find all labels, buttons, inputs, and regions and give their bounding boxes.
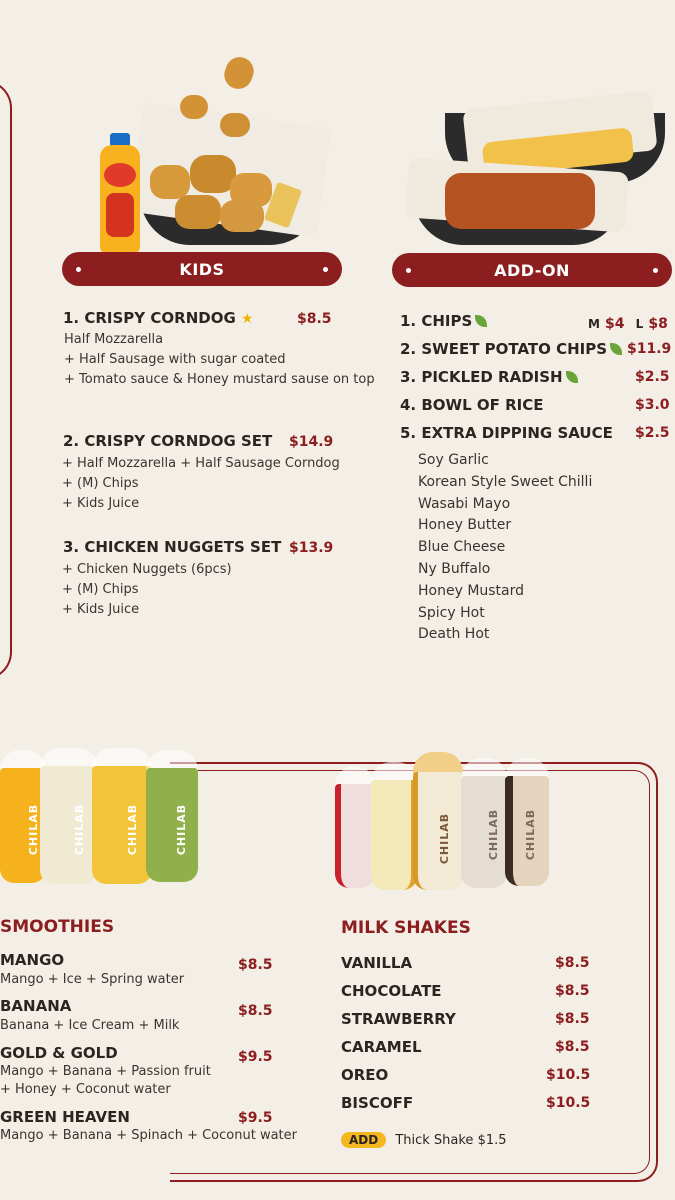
kids-item-desc: + (M) Chips xyxy=(62,476,139,491)
smoothie-price: $8.5 xyxy=(238,1003,273,1019)
milkshakes-title: MILK SHAKES xyxy=(341,918,471,938)
flying-nugget xyxy=(220,113,250,137)
leaf-icon xyxy=(610,343,622,355)
addon-banner-label: ADD-ON xyxy=(494,260,570,280)
size-m-label: M xyxy=(588,317,600,331)
sauce-list xyxy=(418,450,592,646)
cup-brand-label: CHILAB xyxy=(73,803,87,856)
milkshake-price: $8.5 xyxy=(555,1011,590,1027)
kids-food-photo xyxy=(80,55,340,255)
smoothie-name: GOLD & GOLD xyxy=(0,1044,118,1062)
cup-brand-label: CHILAB xyxy=(175,803,189,856)
cup-brand-label: CHILAB xyxy=(524,808,538,861)
milkshake-name: BISCOFF xyxy=(341,1094,414,1112)
sauce-item: Soy Garlic xyxy=(418,452,489,468)
sauce-item: Honey Mustard xyxy=(418,582,525,599)
addon-food-photo xyxy=(405,95,675,255)
kids-item-title: 3. CHICKEN NUGGETS SET xyxy=(63,538,282,556)
smoothie-price: $9.5 xyxy=(238,1049,273,1065)
kids-banner-label: KIDS xyxy=(179,259,225,279)
milkshake-price: $8.5 xyxy=(555,983,590,999)
sauce-item: Wasabi Mayo xyxy=(418,495,511,512)
kids-juice-bottle xyxy=(98,133,142,253)
addon-item-title: 4. BOWL OF RICE xyxy=(400,396,544,414)
addon-chips-prices xyxy=(588,313,668,332)
smoothie-desc: Mango + Ice + Spring water xyxy=(0,972,185,987)
addon-item-price: $11.9 xyxy=(627,341,672,357)
smoothie-price: $9.5 xyxy=(238,1110,273,1126)
kids-item-desc: + Half Mozzarella + Half Sausage Corndog xyxy=(62,456,340,471)
cup-brand-label: CHILAB xyxy=(487,808,501,861)
milkshake-name: CARAMEL xyxy=(341,1038,422,1056)
smoothie-name: BANANA xyxy=(0,997,72,1015)
addon-item-title: 1. CHIPS xyxy=(400,312,487,330)
sauce-item: Ny Buffalo xyxy=(418,560,491,577)
size-l-label: L xyxy=(635,317,644,331)
addon-item-title: 3. PICKLED RADISH xyxy=(400,368,578,386)
kids-banner xyxy=(62,252,342,286)
addon-item-title: 2. SWEET POTATO CHIPS xyxy=(400,340,622,358)
smoothie-desc: Mango + Banana + Passion fruit xyxy=(0,1064,211,1079)
sweet-potato-chips xyxy=(445,173,595,229)
kids-item-price: $14.9 xyxy=(289,434,334,450)
smoothie-price: $8.5 xyxy=(238,957,273,973)
kids-item-price: $13.9 xyxy=(289,540,334,556)
addon-item-price-m: $4 xyxy=(605,316,625,332)
kids-item-desc: + Tomato sauce & Honey mustard sause on top xyxy=(64,372,375,387)
milkshake-name: OREO xyxy=(341,1066,389,1084)
smoothie-desc: Banana + Ice Cream + Milk xyxy=(0,1018,180,1033)
milkshake-name: STRAWBERRY xyxy=(341,1010,456,1028)
decorative-frame-left xyxy=(0,80,12,680)
flying-nugget xyxy=(220,53,257,93)
milkshake-name: CHOCOLATE xyxy=(341,982,442,1000)
kids-item-desc: + Kids Juice xyxy=(62,496,140,511)
smoothies-photo xyxy=(0,748,200,888)
leaf-icon xyxy=(475,315,487,327)
addon-item-price-l: $8 xyxy=(648,316,668,332)
milkshake-name: VANILLA xyxy=(341,954,413,972)
kids-item-desc: + Kids Juice xyxy=(62,602,140,617)
addon-item-price: $3.0 xyxy=(635,397,670,413)
kids-item-price: $8.5 xyxy=(297,311,332,327)
cup-brand-label: CHILAB xyxy=(438,812,452,865)
smoothie-desc: Mango + Banana + Spinach + Coconut water xyxy=(0,1128,297,1143)
cup-brand-label: CHILAB xyxy=(27,803,41,856)
kids-item-title: 1. CRISPY CORNDOG xyxy=(63,309,236,327)
milkshake-price: $10.5 xyxy=(546,1095,591,1111)
addon-item-price: $2.5 xyxy=(635,425,670,441)
milkshake-price: $8.5 xyxy=(555,1039,590,1055)
smoothie-desc: + Honey + Coconut water xyxy=(0,1082,171,1097)
thick-shake-text: Thick Shake $1.5 xyxy=(395,1133,507,1148)
sauce-item: Blue Cheese xyxy=(418,539,506,556)
sauce-item: Korean Style Sweet Chilli xyxy=(418,473,593,490)
thick-shake-addon xyxy=(341,1129,507,1148)
star-icon: ★ xyxy=(241,311,254,327)
sauce-item: Death Hot xyxy=(418,626,490,643)
sauce-item: Spicy Hot xyxy=(418,604,485,621)
add-badge: ADD xyxy=(341,1132,386,1148)
kids-item-title: 2. CRISPY CORNDOG SET xyxy=(63,432,273,450)
smoothies-title: SMOOTHIES xyxy=(0,917,115,937)
milkshake-price: $8.5 xyxy=(555,955,590,971)
kids-item-desc: + (M) Chips xyxy=(62,582,139,597)
addon-item-price: $2.5 xyxy=(635,369,670,385)
smoothie-name: GREEN HEAVEN xyxy=(0,1108,130,1126)
kids-item-desc: + Half Sausage with sugar coated xyxy=(64,352,286,367)
milkshakes-photo xyxy=(333,742,553,892)
kids-item-desc: Half Mozzarella xyxy=(64,332,164,347)
sauce-item: Honey Butter xyxy=(418,517,512,534)
kids-item-desc: + Chicken Nuggets (6pcs) xyxy=(62,562,232,577)
milkshake-price: $10.5 xyxy=(546,1067,591,1083)
flying-nugget xyxy=(180,95,208,119)
addon-banner xyxy=(392,253,672,287)
cup-brand-label: CHILAB xyxy=(126,803,140,856)
smoothie-name: MANGO xyxy=(0,951,65,969)
leaf-icon xyxy=(566,371,578,383)
addon-item-title: 5. EXTRA DIPPING SAUCE xyxy=(400,424,613,442)
